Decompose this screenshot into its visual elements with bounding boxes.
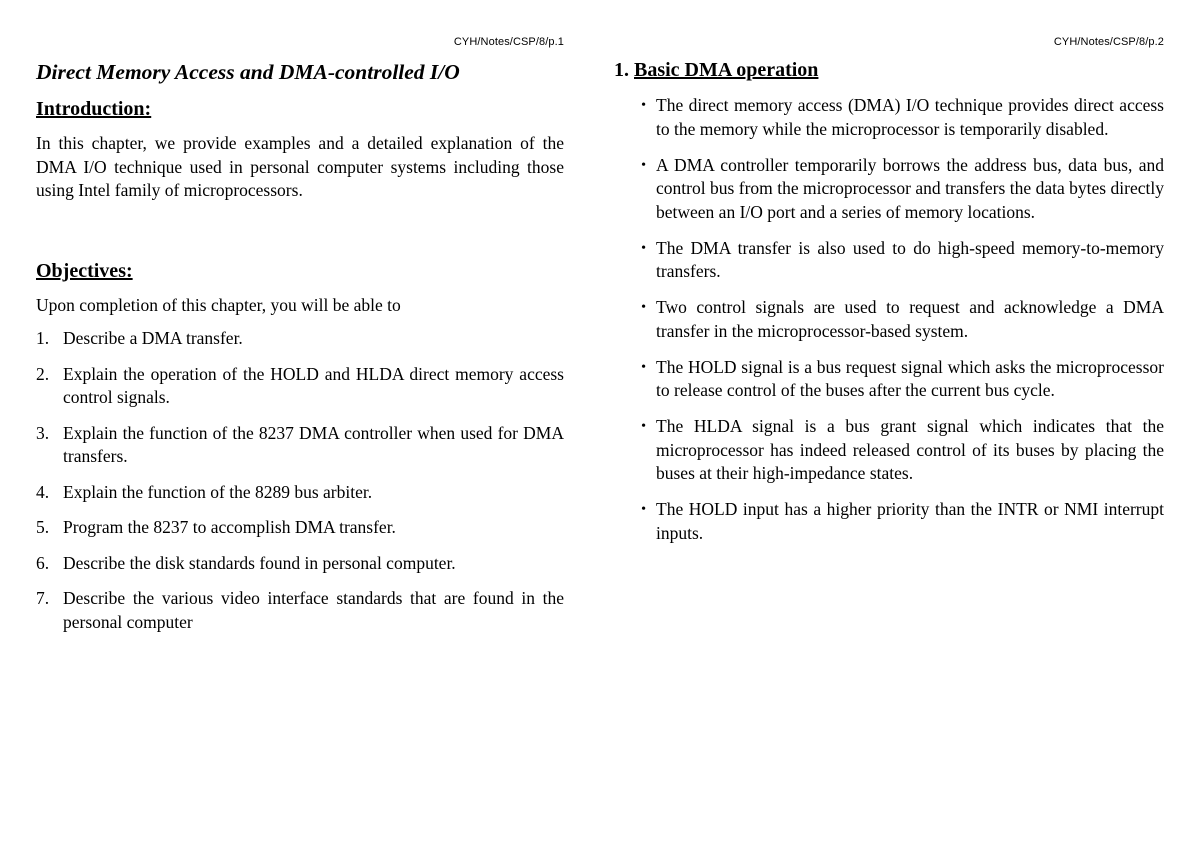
objective-item xyxy=(36,552,564,576)
objective-text: Describe the disk standards found in personal computer. xyxy=(63,552,456,573)
objective-item xyxy=(36,363,564,410)
bullet-item xyxy=(614,154,1164,225)
bullet-text: Two control signals are used to request and acknowledge a DMA transfer in the microprocessor-based system. xyxy=(656,297,1164,341)
objective-number: 2. xyxy=(36,363,50,384)
objective-number: 7. xyxy=(36,588,50,608)
objective-number: 6. xyxy=(36,552,50,573)
objective-text: Program the 8237 to accomplish DMA transfer. xyxy=(63,517,396,537)
bullet-text: The HLDA signal is a bus grant signal which indicates that the microprocessor has indeed released control of its buses by placing the buses at their high-impedance states. xyxy=(656,416,1164,483)
bullet-text: The direct memory access (DMA) I/O technique provides direct access to the memory while the microprocessor is temporarily disabled. xyxy=(656,95,1164,139)
bullet-item xyxy=(614,237,1164,284)
bullet-icon: • xyxy=(641,98,646,113)
introduction-paragraph: In this chapter, we provide examples and a detailed explanation of the DMA I/O technique used in personal computer systems including those using Intel family of microprocessors. xyxy=(36,133,564,200)
objective-item xyxy=(36,422,564,469)
objective-number: 4. xyxy=(36,481,50,502)
page-reference-right: CYH/Notes/CSP/8/p.2 xyxy=(1053,36,1164,48)
objective-item xyxy=(36,516,564,540)
bullet-item xyxy=(614,296,1164,343)
page-reference-left: CYH/Notes/CSP/8/p.1 xyxy=(453,36,564,48)
bullet-icon: • xyxy=(641,300,646,315)
bullet-text: A DMA controller temporarily borrows the address bus, data bus, and control bus from the microprocessor and transfers the data bytes directly between an I/O port and a series of memory locations. xyxy=(656,154,1164,222)
bullet-icon: • xyxy=(641,157,646,173)
bullet-item xyxy=(614,498,1164,545)
objective-item xyxy=(36,327,564,351)
section-heading xyxy=(614,58,1164,82)
objective-item xyxy=(36,587,564,634)
objective-text: Explain the function of the 8237 DMA controller when used for DMA transfers. xyxy=(63,422,564,466)
objective-number: 3. xyxy=(36,422,50,443)
left-page-content xyxy=(36,58,564,646)
right-page-content xyxy=(614,58,1164,558)
section-number: 1. xyxy=(614,59,629,81)
bullet-item xyxy=(614,415,1164,486)
introduction-heading: Introduction: xyxy=(36,98,152,120)
objective-number: 5. xyxy=(36,517,50,537)
section-title: Basic DMA operation xyxy=(634,59,819,81)
bullet-list xyxy=(614,94,1164,545)
objective-number: 1. xyxy=(36,328,50,348)
bullet-text: The HOLD input has a higher priority than the INTR or NMI interrupt inputs. xyxy=(656,499,1164,543)
objective-item xyxy=(36,481,564,505)
bullet-icon: • xyxy=(641,359,646,375)
bullet-text: The DMA transfer is also used to do high-speed memory-to-memory transfers. xyxy=(656,237,1164,281)
document-title: Direct Memory Access and DMA-controlled I/O xyxy=(36,60,460,84)
right-page xyxy=(600,0,1200,848)
bullet-text: The HOLD signal is a bus request signal which asks the microprocessor to release control of the buses after the current bus cycle. xyxy=(656,356,1164,400)
objectives-heading: Objectives: xyxy=(36,259,133,282)
bullet-icon: • xyxy=(641,240,646,256)
bullet-item xyxy=(614,356,1164,403)
bullet-item xyxy=(614,94,1164,141)
bullet-icon: • xyxy=(641,419,646,434)
objective-text: Describe a DMA transfer. xyxy=(63,328,243,348)
bullet-icon: • xyxy=(641,502,646,517)
spacer xyxy=(36,203,564,258)
objective-text: Explain the function of the 8289 bus arbiter. xyxy=(63,481,373,502)
objective-text: Explain the operation of the HOLD and HLDA direct memory access control signals. xyxy=(63,363,564,407)
objectives-list xyxy=(36,327,564,634)
objectives-lead: Upon completion of this chapter, you will be able to xyxy=(36,294,401,315)
objective-text: Describe the various video interface standards that are found in the personal computer xyxy=(63,588,564,632)
